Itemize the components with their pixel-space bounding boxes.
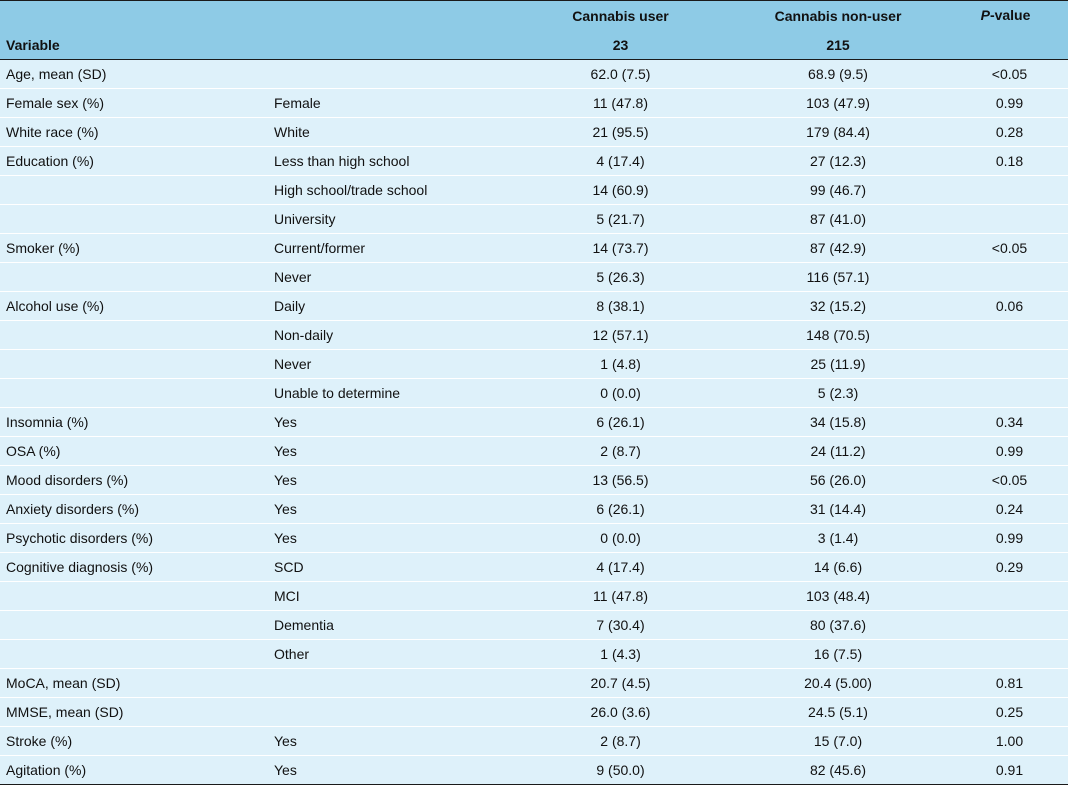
category-cell: Daily xyxy=(262,292,508,321)
nonuser-value-cell: 27 (12.3) xyxy=(733,147,943,176)
table-row xyxy=(0,379,1068,408)
table-row xyxy=(0,292,1068,321)
user-value-cell: 7 (30.4) xyxy=(508,611,733,640)
p-value-cell: 0.99 xyxy=(943,437,1068,466)
variable-cell: Age, mean (SD) xyxy=(0,60,262,89)
nonuser-value-cell: 25 (11.9) xyxy=(733,350,943,379)
p-value-cell xyxy=(943,321,1068,350)
variable-cell xyxy=(0,611,262,640)
user-value-cell: 1 (4.8) xyxy=(508,350,733,379)
user-value-cell: 2 (8.7) xyxy=(508,437,733,466)
header-nonuser-n: 215 xyxy=(733,30,943,60)
user-value-cell: 4 (17.4) xyxy=(508,553,733,582)
nonuser-value-cell: 87 (42.9) xyxy=(733,234,943,263)
user-value-cell: 20.7 (4.5) xyxy=(508,669,733,698)
table-row xyxy=(0,408,1068,437)
user-value-cell: 8 (38.1) xyxy=(508,292,733,321)
p-value-cell xyxy=(943,263,1068,292)
category-cell: Yes xyxy=(262,756,508,785)
table-row xyxy=(0,60,1068,89)
user-value-cell: 13 (56.5) xyxy=(508,466,733,495)
nonuser-value-cell: 5 (2.3) xyxy=(733,379,943,408)
header-p-value xyxy=(943,1,1068,60)
variable-cell: Cognitive diagnosis (%) xyxy=(0,553,262,582)
category-cell: Yes xyxy=(262,495,508,524)
nonuser-value-cell: 179 (84.4) xyxy=(733,118,943,147)
nonuser-value-cell: 116 (57.1) xyxy=(733,263,943,292)
table-row xyxy=(0,263,1068,292)
category-cell: Yes xyxy=(262,466,508,495)
user-value-cell: 21 (95.5) xyxy=(508,118,733,147)
user-value-cell: 9 (50.0) xyxy=(508,756,733,785)
table-body xyxy=(0,60,1068,785)
variable-cell xyxy=(0,263,262,292)
header-user-n: 23 xyxy=(508,30,733,60)
variable-cell: Psychotic disorders (%) xyxy=(0,524,262,553)
category-cell: Never xyxy=(262,263,508,292)
nonuser-value-cell: 68.9 (9.5) xyxy=(733,60,943,89)
p-value-cell: 0.29 xyxy=(943,553,1068,582)
table-row xyxy=(0,234,1068,263)
table-row xyxy=(0,698,1068,727)
variable-cell xyxy=(0,379,262,408)
variable-cell xyxy=(0,176,262,205)
table-row xyxy=(0,640,1068,669)
header-category-blank xyxy=(262,1,508,60)
user-value-cell: 14 (60.9) xyxy=(508,176,733,205)
table-row xyxy=(0,321,1068,350)
table-row xyxy=(0,756,1068,785)
table-row xyxy=(0,350,1068,379)
table-row xyxy=(0,669,1068,698)
category-cell: Yes xyxy=(262,727,508,756)
table-header xyxy=(0,1,1068,60)
p-value-cell: 0.91 xyxy=(943,756,1068,785)
table-row xyxy=(0,582,1068,611)
nonuser-value-cell: 20.4 (5.00) xyxy=(733,669,943,698)
category-cell: Yes xyxy=(262,408,508,437)
category-cell: Current/former xyxy=(262,234,508,263)
nonuser-value-cell: 103 (47.9) xyxy=(733,89,943,118)
p-value-cell xyxy=(943,611,1068,640)
variable-cell xyxy=(0,321,262,350)
variable-cell: MoCA, mean (SD) xyxy=(0,669,262,698)
nonuser-value-cell: 82 (45.6) xyxy=(733,756,943,785)
p-value-cell xyxy=(943,582,1068,611)
variable-cell: Agitation (%) xyxy=(0,756,262,785)
category-cell: Other xyxy=(262,640,508,669)
table-row xyxy=(0,727,1068,756)
table-row xyxy=(0,89,1068,118)
nonuser-value-cell: 148 (70.5) xyxy=(733,321,943,350)
category-cell: Unable to determine xyxy=(262,379,508,408)
user-value-cell: 2 (8.7) xyxy=(508,727,733,756)
table-row xyxy=(0,495,1068,524)
nonuser-value-cell: 15 (7.0) xyxy=(733,727,943,756)
header-p-suffix: -value xyxy=(989,7,1031,23)
p-value-cell xyxy=(943,379,1068,408)
p-value-cell: 0.24 xyxy=(943,495,1068,524)
table-row xyxy=(0,553,1068,582)
variable-cell: White race (%) xyxy=(0,118,262,147)
nonuser-value-cell: 87 (41.0) xyxy=(733,205,943,234)
nonuser-value-cell: 24 (11.2) xyxy=(733,437,943,466)
category-cell: High school/trade school xyxy=(262,176,508,205)
p-value-cell: 0.18 xyxy=(943,147,1068,176)
header-cannabis-user: Cannabis user xyxy=(508,1,733,31)
category-cell: White xyxy=(262,118,508,147)
user-value-cell: 5 (21.7) xyxy=(508,205,733,234)
table-row xyxy=(0,524,1068,553)
p-value-cell: 0.06 xyxy=(943,292,1068,321)
p-value-cell: 0.81 xyxy=(943,669,1068,698)
variable-cell xyxy=(0,640,262,669)
category-cell: MCI xyxy=(262,582,508,611)
category-cell: University xyxy=(262,205,508,234)
category-cell: Dementia xyxy=(262,611,508,640)
nonuser-value-cell: 32 (15.2) xyxy=(733,292,943,321)
nonuser-value-cell: 3 (1.4) xyxy=(733,524,943,553)
p-value-cell: 0.99 xyxy=(943,89,1068,118)
nonuser-value-cell: 103 (48.4) xyxy=(733,582,943,611)
category-cell: Yes xyxy=(262,437,508,466)
user-value-cell: 14 (73.7) xyxy=(508,234,733,263)
nonuser-value-cell: 56 (26.0) xyxy=(733,466,943,495)
nonuser-value-cell: 99 (46.7) xyxy=(733,176,943,205)
p-value-cell: 0.34 xyxy=(943,408,1068,437)
header-cannabis-nonuser: Cannabis non-user xyxy=(733,1,943,31)
user-value-cell: 0 (0.0) xyxy=(508,524,733,553)
p-value-cell: 0.99 xyxy=(943,524,1068,553)
header-variable: Variable xyxy=(0,1,262,60)
user-value-cell: 5 (26.3) xyxy=(508,263,733,292)
category-cell xyxy=(262,698,508,727)
category-cell: Never xyxy=(262,350,508,379)
user-value-cell: 26.0 (3.6) xyxy=(508,698,733,727)
p-value-cell: 1.00 xyxy=(943,727,1068,756)
variable-cell: MMSE, mean (SD) xyxy=(0,698,262,727)
p-value-cell: <0.05 xyxy=(943,60,1068,89)
user-value-cell: 12 (57.1) xyxy=(508,321,733,350)
nonuser-value-cell: 31 (14.4) xyxy=(733,495,943,524)
category-cell: Female xyxy=(262,89,508,118)
table-row xyxy=(0,611,1068,640)
variable-cell: Mood disorders (%) xyxy=(0,466,262,495)
p-value-cell: <0.05 xyxy=(943,234,1068,263)
category-cell: SCD xyxy=(262,553,508,582)
user-value-cell: 11 (47.8) xyxy=(508,89,733,118)
user-value-cell: 6 (26.1) xyxy=(508,495,733,524)
p-value-cell: 0.28 xyxy=(943,118,1068,147)
category-cell: Yes xyxy=(262,524,508,553)
p-value-cell: 0.25 xyxy=(943,698,1068,727)
p-value-cell xyxy=(943,640,1068,669)
table-row xyxy=(0,147,1068,176)
user-value-cell: 6 (26.1) xyxy=(508,408,733,437)
nonuser-value-cell: 14 (6.6) xyxy=(733,553,943,582)
category-cell: Less than high school xyxy=(262,147,508,176)
category-cell xyxy=(262,669,508,698)
category-cell xyxy=(262,60,508,89)
variable-cell xyxy=(0,582,262,611)
nonuser-value-cell: 34 (15.8) xyxy=(733,408,943,437)
table-row xyxy=(0,205,1068,234)
variable-cell: Education (%) xyxy=(0,147,262,176)
p-value-cell xyxy=(943,205,1068,234)
variable-cell: Smoker (%) xyxy=(0,234,262,263)
p-value-cell xyxy=(943,176,1068,205)
variable-cell xyxy=(0,205,262,234)
p-value-cell xyxy=(943,350,1068,379)
header-p-italic: P xyxy=(980,7,990,23)
user-value-cell: 1 (4.3) xyxy=(508,640,733,669)
variable-cell: Female sex (%) xyxy=(0,89,262,118)
table-row xyxy=(0,466,1068,495)
variable-cell xyxy=(0,350,262,379)
table-row xyxy=(0,176,1068,205)
variable-cell: Insomnia (%) xyxy=(0,408,262,437)
user-value-cell: 62.0 (7.5) xyxy=(508,60,733,89)
variable-cell: Alcohol use (%) xyxy=(0,292,262,321)
nonuser-value-cell: 24.5 (5.1) xyxy=(733,698,943,727)
nonuser-value-cell: 16 (7.5) xyxy=(733,640,943,669)
user-value-cell: 11 (47.8) xyxy=(508,582,733,611)
variable-cell: Stroke (%) xyxy=(0,727,262,756)
table-row xyxy=(0,437,1068,466)
table-row xyxy=(0,118,1068,147)
user-value-cell: 0 (0.0) xyxy=(508,379,733,408)
category-cell: Non-daily xyxy=(262,321,508,350)
p-value-cell: <0.05 xyxy=(943,466,1068,495)
nonuser-value-cell: 80 (37.6) xyxy=(733,611,943,640)
variable-cell: Anxiety disorders (%) xyxy=(0,495,262,524)
header-row-labels xyxy=(0,1,1068,31)
variable-cell: OSA (%) xyxy=(0,437,262,466)
user-value-cell: 4 (17.4) xyxy=(508,147,733,176)
